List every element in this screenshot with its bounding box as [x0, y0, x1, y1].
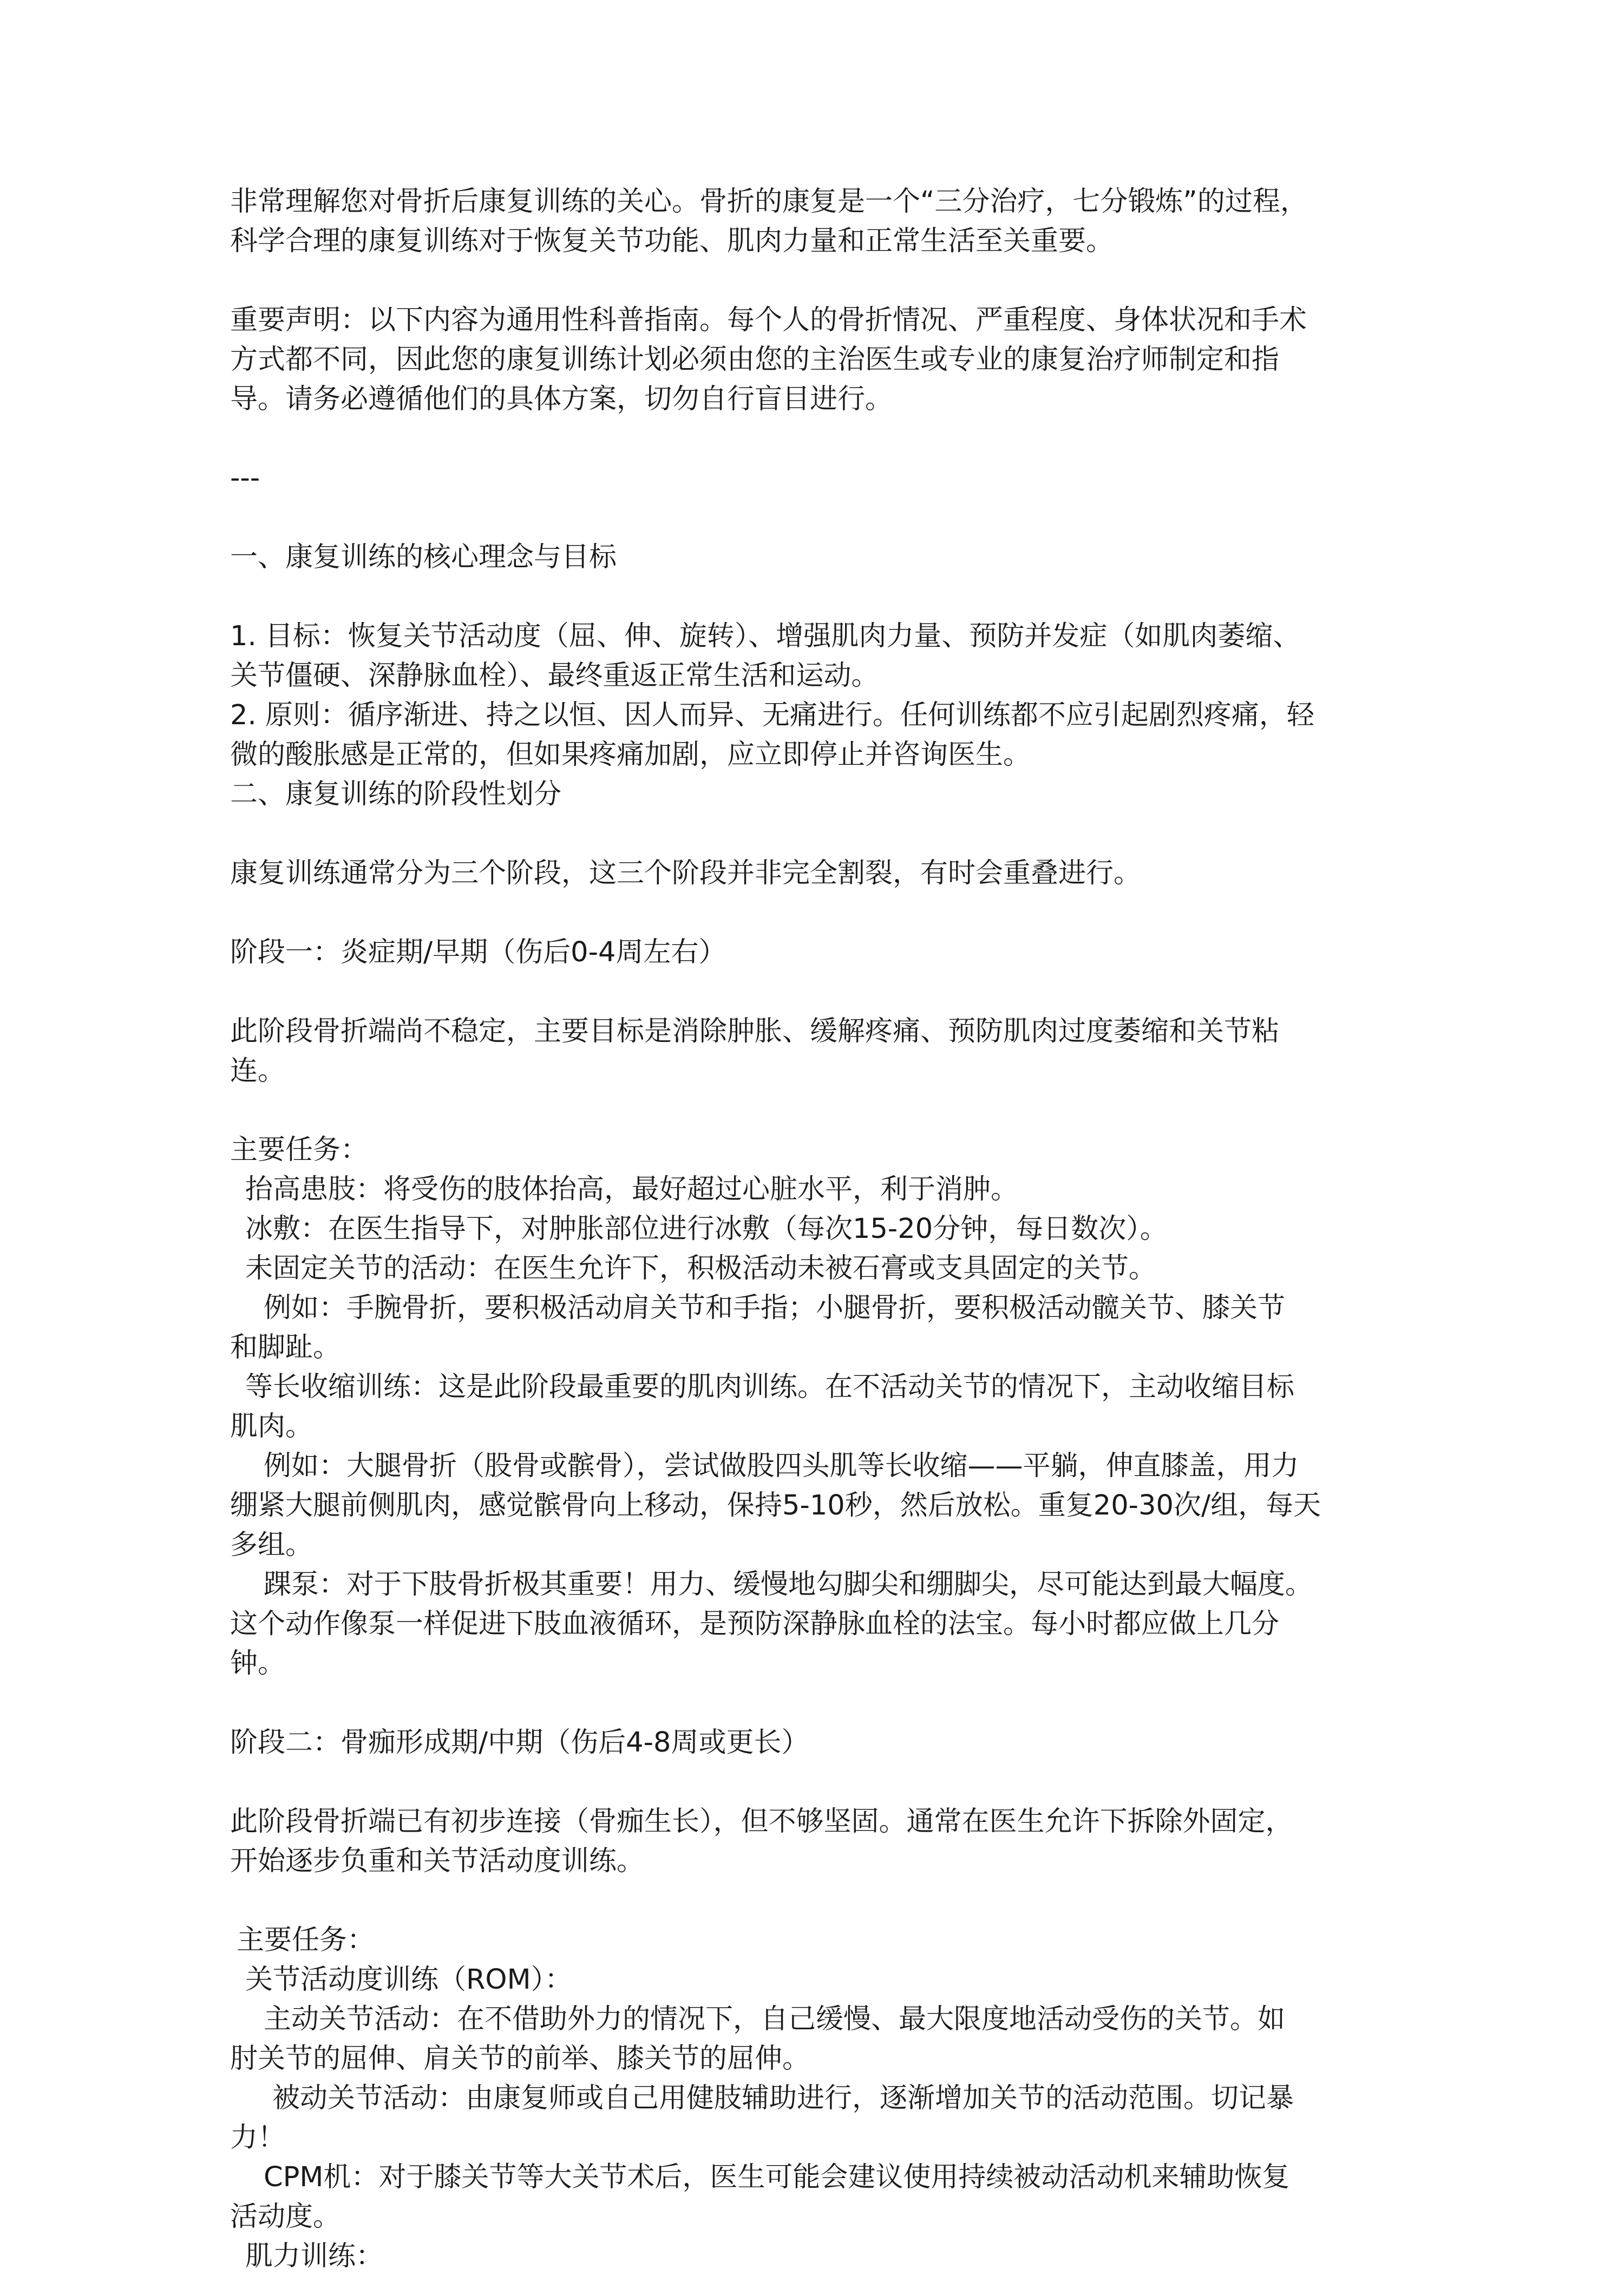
- disclaimer-paragraph: [230, 300, 1421, 419]
- text-line: 导。请务必遵循他们的具体方案，切勿自行盲目进行。: [230, 383, 893, 415]
- text-line: 开始逐步负重和关节活动度训练。: [230, 1845, 645, 1877]
- task-example: [230, 1288, 1421, 1367]
- stage-description: [230, 1012, 1421, 1091]
- tasks-label: 主要任务：: [230, 1134, 369, 1166]
- tasks-label: 主要任务：: [237, 1924, 375, 1956]
- text-line: 例如：大腿骨折（股骨或髌骨），尝试做股四头肌等长收缩——平躺，伸直膝盖，用力: [264, 1450, 1299, 1482]
- text-line: 这个动作像泵一样促进下肢血液循环，是预防深静脉血栓的法宝。每小时都应做上几分: [230, 1608, 1280, 1640]
- stage-description: [230, 1802, 1421, 1881]
- text-line: 例如：手腕骨折，要积极活动肩关节和手指；小腿骨折，要积极活动髋关节、膝关节: [264, 1292, 1286, 1324]
- task-item: 未固定关节的活动：在医生允许下，积极活动未被石膏或支具固定的关节。: [245, 1253, 1157, 1284]
- task-item: 冰敷：在医生指导下，对肿胀部位进行冰敷（每次15-20分钟，每日数次）。: [245, 1213, 1168, 1245]
- text-line: 绷紧大腿前侧肌肉，感觉髌骨向上移动，保持5-10秒，然后放松。重复20-30次/组，每天: [230, 1490, 1321, 1522]
- text-line: 和脚趾。: [230, 1332, 341, 1363]
- text-line: 肌肉。: [230, 1411, 313, 1442]
- section-intro: 康复训练通常分为三个阶段，这三个阶段并非完全割裂，有时会重叠进行。: [230, 857, 1142, 889]
- text-line: 微的酸胀感是正常的，但如果疼痛加剧，应立即停止并咨询医生。: [230, 739, 1031, 771]
- task-subitem: [230, 1999, 1421, 2078]
- document-body: [230, 182, 1421, 2276]
- text-line: 踝泵：对于下肢骨折极其重要！用力、缓慢地勾脚尖和绷脚尖，尽可能达到最大幅度。: [264, 1569, 1313, 1601]
- text-line: 非常理解您对骨折后康复训练的关心。骨折的康复是一个“三分治疗，七分锻炼”的过程，: [230, 186, 1308, 218]
- list-item: [230, 696, 1421, 775]
- stage-title: 阶段二：骨痂形成期/中期（伤后4-8周或更长）: [230, 1727, 809, 1759]
- text-line: 重要声明：以下内容为通用性科普指南。每个人的骨折情况、严重程度、身体状况和手术: [230, 304, 1307, 336]
- text-line: 方式都不同，因此您的康复训练计划必须由您的主治医生或专业的康复治疗师制定和指: [230, 344, 1280, 376]
- task-item: 抬高患肢：将受伤的肢体抬高，最好超过心脏水平，利于消肿。: [245, 1173, 1019, 1205]
- stage-title: 阶段一：炎症期/早期（伤后0-4周左右）: [230, 936, 726, 968]
- section-divider: ---: [230, 462, 260, 494]
- list-item: [230, 617, 1421, 696]
- task-item: [230, 1367, 1421, 1446]
- section-heading: 二、康复训练的阶段性划分: [230, 778, 562, 810]
- text-line: 主动关节活动：在不借助外力的情况下，自己缓慢、最大限度地活动受伤的关节。如: [264, 2003, 1286, 2035]
- text-line: 肘关节的屈伸、肩关节的前举、膝关节的屈伸。: [230, 2043, 810, 2075]
- task-item: [230, 1565, 1421, 1683]
- text-line: CPM机：对于膝关节等大关节术后，医生可能会建议使用持续被动活动机来辅助恢复: [264, 2161, 1290, 2193]
- text-line: 力！: [230, 2122, 286, 2154]
- task-subitem: [230, 2078, 1421, 2158]
- text-line: 2. 原则：循序渐进、持之以恒、因人而异、无痛进行。任何训练都不应引起剧烈疼痛，轻: [230, 699, 1314, 731]
- text-line: 活动度。: [230, 2201, 341, 2233]
- task-example: [230, 1446, 1421, 1565]
- text-line: 被动关节活动：由康复师或自己用健肢辅助进行，逐渐增加关节的活动范围。切记暴: [272, 2082, 1294, 2114]
- text-line: 1. 目标：恢复关节活动度（屈、伸、旋转）、增强肌肉力量、预防并发症（如肌肉萎缩、: [230, 620, 1301, 652]
- text-line: 此阶段骨折端尚不稳定，主要目标是消除肿胀、缓解疼痛、预防肌肉过度萎缩和关节粘: [230, 1015, 1280, 1047]
- text-line: 多组。: [230, 1529, 313, 1561]
- text-line: 等长收缩训练：这是此阶段最重要的肌肉训练。在不活动关节的情况下，主动收缩目标: [245, 1371, 1295, 1403]
- section-heading: 一、康复训练的核心理念与目标: [230, 541, 617, 573]
- text-line: 钟。: [230, 1648, 286, 1680]
- intro-paragraph: [230, 182, 1421, 261]
- text-line: 科学合理的康复训练对于恢复关节功能、肌肉力量和正常生活至关重要。: [230, 225, 1114, 257]
- text-line: 关节僵硬、深静脉血栓）、最终重返正常生活和运动。: [230, 660, 879, 692]
- task-item: 关节活动度训练（ROM）：: [245, 1964, 573, 1996]
- text-line: 此阶段骨折端已有初步连接（骨痂生长），但不够坚固。通常在医生允许下拆除外固定，: [230, 1806, 1293, 1838]
- text-line: 连。: [230, 1055, 286, 1087]
- task-item: 肌力训练：: [245, 2240, 384, 2272]
- task-subitem: [230, 2158, 1421, 2237]
